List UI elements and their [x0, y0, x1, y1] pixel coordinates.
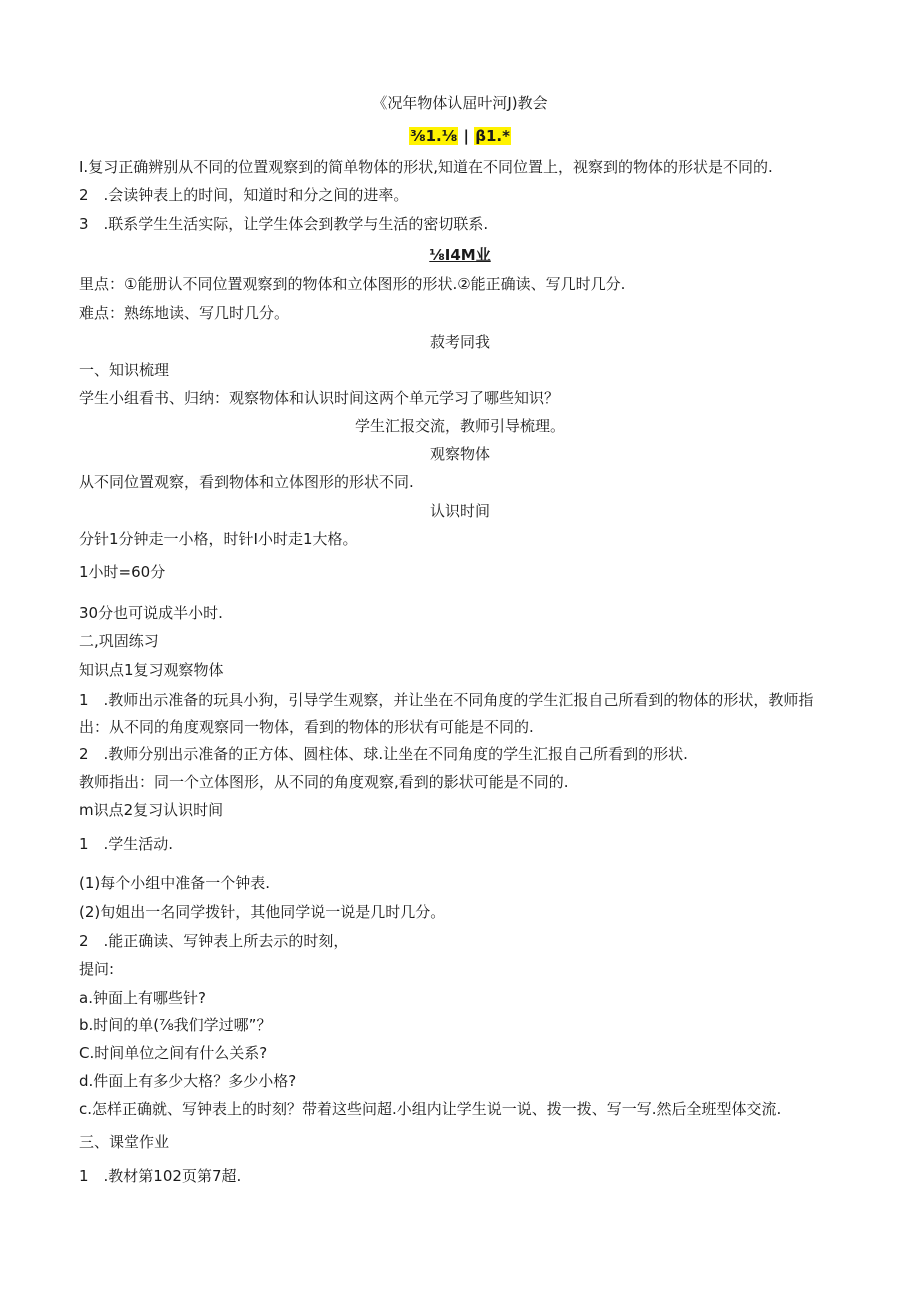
- section-heading-key-points: ⅛I4M业: [429, 246, 491, 264]
- question-b: b.时间的单(⅞我们学过哪”？: [79, 1016, 272, 1034]
- section-heading-process: 菽考同我: [429, 333, 490, 351]
- paragraph-observe: 从不同位置观察，看到物体和立体图形的形状不同.: [79, 473, 414, 491]
- practice-item-1a: 1 .教师出示准备的玩具小狗，引导学生观察，并让坐在不同角度的学生汇报自己所看到的物体的形状，教师指: [79, 691, 814, 709]
- key-point: 里点：①能册认不同位置观察到的物体和立体图形的形状.②能正确读、写几时几分.: [79, 275, 626, 293]
- activity-1-sub-1: (1)每个小组中准备一个钟表.: [79, 874, 271, 892]
- paragraph-hour-minutes: 1小时=60分: [79, 563, 166, 581]
- goal-1: I.复习正确辨别从不同的位置观察到的简单物体的形状,知道在不同位置上，视察到的物体的形状是不同的.: [79, 158, 773, 176]
- questions-label: 提问:: [79, 960, 115, 978]
- homework-item-1: 1 .教材第102页第7超.: [79, 1167, 242, 1185]
- difficulty-point: 难点：熟练地读、写几时几分。: [79, 304, 290, 322]
- question-c: C.时间单位之间有什么关系?: [79, 1044, 268, 1062]
- highlight-b: β1.*: [475, 127, 510, 145]
- section-homework: 三、课堂作业: [79, 1133, 170, 1151]
- paragraph-report: 学生汇报交流，教师引导梳理。: [354, 417, 565, 435]
- knowledge-point-2: m识点2复习认识时间: [79, 801, 224, 819]
- paragraph-group-reading: 学生小组看书、归纳：观察物体和认识时间这两个单元学习了哪些知识？: [79, 389, 560, 407]
- goal-2: 2 .会读钟表上的时间，知道时和分之间的进率。: [79, 186, 409, 204]
- section-heading-goals: [0, 125, 920, 147]
- practice-item-2: 2 .教师分别出示准备的正方体、圆柱体、球.让坐在不同角度的学生汇报自己所看到的形状.: [79, 745, 688, 763]
- paragraph-clock-hands: 分针1分钟走一小格，时针I小时走1大格。: [79, 530, 358, 548]
- question-d: d.件面上有多少大格？多少小格?: [79, 1072, 297, 1090]
- activity-1-sub-2: (2)旬姐出一名同学拨针，其他同学说一说是几时几分。: [79, 903, 446, 921]
- section-knowledge-review: 一、知识梳理: [79, 361, 170, 379]
- subheading-observe-objects: 观察物体: [429, 445, 490, 463]
- activity-2: 2 .能正确读、写钟表上所去示的时刻，: [79, 932, 349, 950]
- highlight-a: ⅜1.⅛: [410, 127, 458, 145]
- question-a: a.钟面上有哪些针?: [79, 989, 206, 1007]
- activity-1: 1 .学生活动.: [79, 835, 174, 853]
- knowledge-point-1: 知识点1复习观察物体: [79, 661, 224, 679]
- document-title: 《况年物体认屈叶河J)教会: [372, 94, 548, 112]
- goal-3: 3 .联系学生生活实际，让学生体会到教学与生活的密切联系.: [79, 215, 489, 233]
- section-practice: 二,巩固练习: [79, 632, 159, 650]
- subheading-know-time: 认识时间: [429, 502, 490, 520]
- teacher-note: 教师指出：同一个立体图形，从不同的角度观察,看到的影状可能是不同的.: [79, 773, 569, 791]
- question-e: c.怎样正确就、写钟表上的时刻？带着这些问超.小组内让学生说一说、拨一拨、写一写.然后全班型体交流.: [79, 1100, 782, 1118]
- divider-bar: |: [463, 127, 469, 145]
- paragraph-half-hour: 30分也可说成半小时.: [79, 604, 223, 622]
- practice-item-1b: 出：从不同的角度观察同一物体，看到的物体的形状有可能是不同的.: [79, 718, 534, 736]
